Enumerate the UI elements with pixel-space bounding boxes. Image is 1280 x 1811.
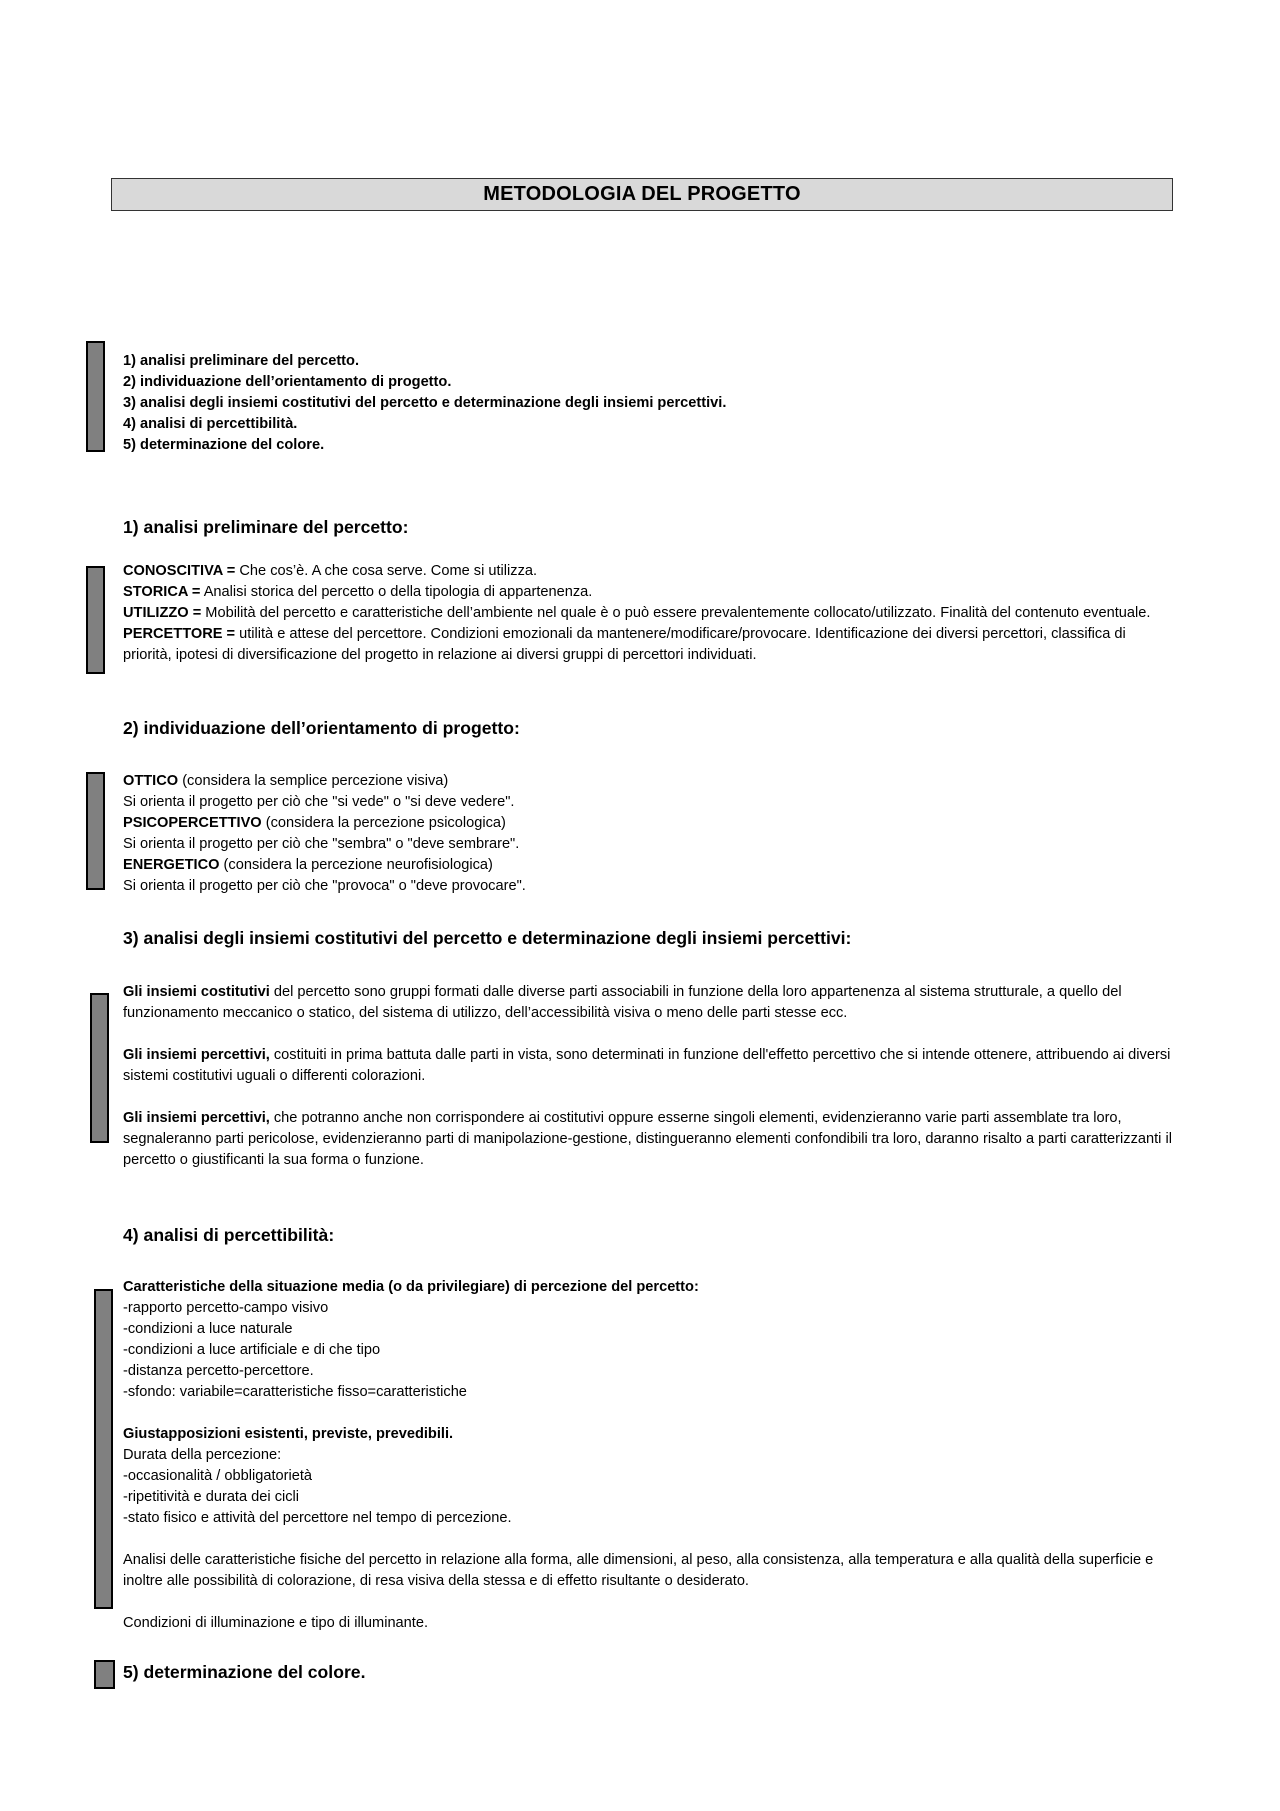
section-4-item: -distanza percetto-percettore. [123,1363,314,1379]
section-4-item: -sfondo: variabile=caratteristiche fisso=caratteristiche [123,1384,467,1400]
section-2-subline: Si orienta il progetto per ciò che "sembra" o "deve sembrare". [123,836,520,852]
section-4-item: -condizioni a luce naturale [123,1321,293,1337]
section-3-heading: 3) analisi degli insiemi costitutivi del percetto e determinazione degli insiemi percettivi: [123,928,852,948]
section-2-item: ENERGETICO (considera la percezione neurofisiologica) [123,857,493,873]
section-3-paragraph: Gli insiemi percettivi, che potranno anche non corrispondere ai costitutivi oppure esserne singoli elementi, evidenzieranno varie parti assemblate tra loro, segnaleranno parti pericolose, evidenzieranno parti di manipolazione-gestione, distingueranno elementi confondibili tra loro, daranno risalto a parti caratterizzanti il percetto o giustificanti la sua forma o funzione. [123,1110,1172,1168]
section-4-group-title: Caratteristiche della situazione media (o da privilegiare) di percezione del percetto: [123,1279,699,1295]
summary-list [123,351,1173,456]
section-2-subline: Si orienta il progetto per ciò che "provoca" o "deve provocare". [123,878,526,894]
summary-item: 5) determinazione del colore. [123,437,325,453]
section-1-item: UTILIZZO = Mobilità del percetto e caratteristiche dell’ambiente nel quale è o può essere prevalentemente collocato/utilizzato. Finalità del contenuto eventuale. [123,605,1151,621]
section-3-body [123,982,1173,1171]
section-1-item: STORICA = Analisi storica del percetto o della tipologia di appartenenza. [123,584,593,600]
page-title: METODOLOGIA DEL PROGETTO [483,183,801,205]
summary-item: 2) individuazione dell’orientamento di progetto. [123,374,452,390]
section-2-body [123,771,1173,897]
section-4-item: -rapporto percetto-campo visivo [123,1300,329,1316]
marker-bar-section-2 [86,772,105,890]
summary-item: 3) analisi degli insiemi costitutivi del percetto e determinazione degli insiemi percettivi. [123,395,727,411]
section-1-body [123,561,1173,666]
section-2-heading: 2) individuazione dell’orientamento di progetto: [123,718,520,738]
section-4-item: -condizioni a luce artificiale e di che tipo [123,1342,381,1358]
section-4-paragraph: Analisi delle caratteristiche fisiche del percetto in relazione alla forma, alle dimensioni, al peso, alla consistenza, alla temperatura e alla qualità della superficie e inoltre alle possibilità di colorazione, di resa visiva della stessa e di effetto risultante o desiderato. [123,1552,1154,1589]
marker-bar-summary [86,341,105,452]
section-2-item: PSICOPERCETTIVO (considera la percezione psicologica) [123,815,506,831]
summary-item: 1) analisi preliminare del percetto. [123,353,360,369]
section-2-subline: Si orienta il progetto per ciò che "si vede" o "si deve vedere". [123,794,515,810]
section-4-group-title: Giustapposizioni esistenti, previste, prevedibili. [123,1426,454,1442]
marker-bar-section-3 [90,993,109,1143]
section-4-item: Durata della percezione: [123,1447,282,1463]
section-4-heading: 4) analisi di percettibilità: [123,1225,335,1245]
section-5-heading: 5) determinazione del colore. [123,1662,366,1682]
section-4-item: -occasionalità / obbligatorietà [123,1468,313,1484]
summary-item: 4) analisi di percettibilità. [123,416,298,432]
marker-bar-section-4 [94,1289,113,1609]
section-4-item: -ripetitività e durata dei cicli [123,1489,300,1505]
page-title-box [111,178,1173,211]
marker-bar-section-1 [86,566,105,674]
section-4-body [123,1277,1173,1634]
section-2-item: OTTICO (considera la semplice percezione visiva) [123,773,449,789]
section-3-paragraph: Gli insiemi costitutivi del percetto sono gruppi formati dalle diverse parti associabili in funzione della loro appartenenza al sistema strutturale, a quello del funzionamento meccanico o statico, del sistema di utilizzo, dell’accessibilità visiva o meno delle parti stesse ecc. [123,984,1122,1021]
section-1-heading: 1) analisi preliminare del percetto: [123,517,409,537]
section-1-item: PERCETTORE = utilità e attese del percettore. Condizioni emozionali da mantenere/modificare/provocare. Identificazione dei diversi percettori, classifica di priorità, ipotesi di diversificazione del progetto in relazione ai diversi gruppi di percettori individuati. [123,626,1126,663]
section-4-last-line: Condizioni di illuminazione e tipo di illuminante. [123,1615,429,1631]
section-3-paragraph: Gli insiemi percettivi, costituiti in prima battuta dalle parti in vista, sono determinati in funzione dell'effetto percettivo che si intende ottenere, attribuendo ai diversi sistemi costitutivi uguali o differenti colorazioni. [123,1047,1171,1084]
marker-bar-section-5 [94,1660,115,1689]
section-4-item: -stato fisico e attività del percettore nel tempo di percezione. [123,1510,512,1526]
section-1-item: CONOSCITIVA = Che cos’è. A che cosa serve. Come si utilizza. [123,563,538,579]
